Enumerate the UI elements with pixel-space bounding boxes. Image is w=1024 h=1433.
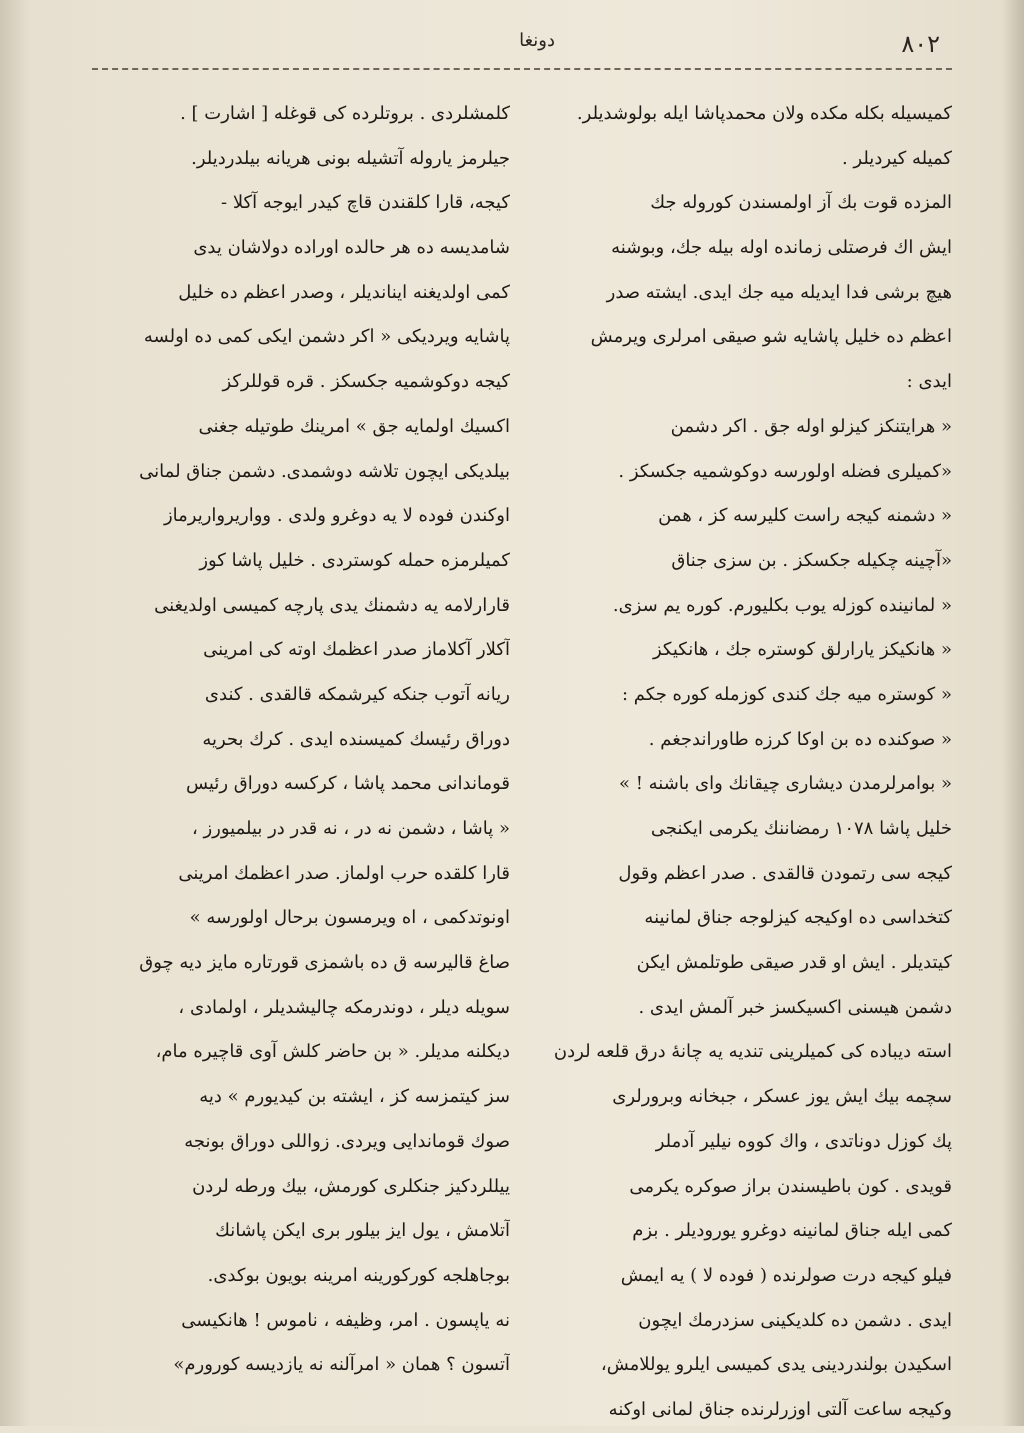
text-line: هیچ برشی فدا ایدیله میه جك ایدی. ایشته صدر [606, 281, 952, 303]
text-line: « بوامرلرمدن دیشاری چیقانك وای باشنه ! » [618, 773, 952, 795]
text-line: « هرایتنکز کیزلو اوله جق . اکر دشمن [670, 415, 952, 437]
text-line: کتخداسی ده اوکیجه کیزلوجه جناق لمانینه [644, 907, 952, 929]
text-line: کمی اولدیغنه ایناندیلر ، وصدر اعظم ده خلیل [178, 281, 510, 303]
header-rule [92, 68, 952, 70]
text-line: کمیله کیردیلر . [841, 147, 952, 169]
text-line: قویدی . کون باطیسندن براز صوکره یکرمی [629, 1175, 952, 1197]
text-line: « کوستره میه جك کندی کوزمله کوره جکم : [621, 683, 952, 705]
text-line: اوکندن فوده لا یه دوغرو ولدی . وواریرواریرماز [163, 505, 510, 527]
text-line: پك کوزل دوناتدی ، واك کووه نیلیر آدملر [655, 1130, 952, 1152]
text-line: پاشایه ویردیکی « اکر دشمن ایکی کمی ده اولسه [143, 326, 510, 348]
text-line: کیجه، قارا کلقندن قاچ کیدر ایوجه آکلا - [221, 192, 510, 214]
text-line: خلیل پاشا ۱۰۷۸ رمضاننك یکرمی ایکنجی [650, 818, 952, 839]
text-line: «آچینه چکیله جکسکز . بن سزی جناق [671, 549, 952, 571]
text-line: کیجه سی رتمودن قالقدی . صدر اعظم وقول [618, 862, 952, 884]
text-line: ایش اك فرصتلی زمانده اوله بیله جك، وبوشنه [611, 237, 952, 259]
text-line: « دشمنه کیجه راست کلیرسه کز ، همن [658, 505, 952, 527]
text-line: اکسیك اولمایه جق » امرینك طوتیله جغنی [198, 415, 510, 437]
text-line: قارا کلقده حرب اولماز. صدر اعظمك امرینی [178, 862, 510, 884]
page-number: ٨٠٢ [901, 30, 940, 58]
page-edge-shadow [1002, 0, 1024, 1426]
text-line: « لمانینده کوزله یوب بکلیورم. کوره یم سزی. [612, 594, 952, 616]
text-line: آتلامش ، یول ایز بیلور بری ایکن پاشانك [215, 1220, 510, 1242]
text-line: کیجه دوکوشمیه جکسکز . قره قوللرکز [222, 371, 510, 393]
text-line: بوجاهلجه کورکورینه امرینه بویون بوکدی. [207, 1264, 510, 1286]
text-line: وکیجه ساعت آلتی اوزرلرنده جناق لمانی اوکنه [608, 1398, 952, 1420]
text-line: کلمشلردی . بروتلرده کی قوغله [ اشارت ] . [180, 103, 510, 124]
page-gutter-shadow [0, 0, 30, 1426]
running-title: دونغا [519, 30, 555, 51]
text-line: استه دیباده کی کمیلرینی تندیه یه چانهٔ درق قلعه لردن [553, 1041, 952, 1063]
text-line: آکلار آکلاماز صدر اعظمك اوته کی امرینی [203, 639, 510, 661]
text-line: دیکلنه مدیلر. « بن حاضر کلش آوی قاچیره مام، [155, 1041, 510, 1063]
text-line: جیلرمز یاروله آتشیله بونی هریانه بیلدردیلر. [191, 147, 510, 169]
text-line: «کمیلری فضله اولورسه دوکوشمیه جکسکز . [618, 460, 952, 482]
text-line: دوراق رئیسك کمیسنده ایدی . کرك بحریه [202, 728, 510, 750]
text-line: ایدی : [906, 371, 952, 393]
text-line: « پاشا ، دشمن نه در ، نه قدر در بیلمیورز ، [191, 818, 510, 839]
text-line: سچمه بیك ایش یوز عسکر ، جبخانه وبرورلری [612, 1086, 952, 1108]
text-line: کمی ایله جناق لمانینه دوغرو یورودیلر . بزم [632, 1220, 952, 1242]
text-line: قارارلامه یه دشمنك یدی پارچه کمیسی اولدیغنی [154, 594, 510, 616]
text-line: نه یاپسون . امر، وظیفه ، ناموس ! هانکیسی [181, 1309, 510, 1331]
text-line: صاغ قالیرسه ق ده باشمزی قورتاره مایز دیه چوق [139, 952, 510, 974]
text-line: اسکیدن بولندردینی یدی کمیسی ایلرو یوللامش، [600, 1354, 952, 1376]
text-line: « صوکنده ده بن اوکا کرزه طاوراندجغم . [648, 728, 952, 750]
right-text-column [530, 92, 952, 1433]
text-line: آتسون ؟ همان « امرآلنه نه یازدیسه کورورم» [173, 1354, 510, 1376]
text-line: قوماندانی محمد پاشا ، کرکسه دوراق رئیس [185, 773, 510, 795]
text-line: شامدیسه ده هر حالده اوراده دولاشان یدی [193, 237, 510, 259]
text-line: کمیسیله بکله مکده ولان محمدپاشا ایله بولوشدیلر. [576, 103, 952, 124]
text-line: اعظم ده خلیل پاشایه شو صیقی امرلری ویرمش [590, 326, 952, 348]
text-line: ریانه آتوب جنکه کیرشمکه قالقدی . کندی [204, 683, 510, 705]
text-line: المزده قوت بك آز اولمسندن کوروله جك [650, 192, 952, 214]
text-line: کمیلرمزه حمله کوستردی . خلیل پاشا کوز [199, 549, 510, 571]
running-head [80, 30, 950, 70]
text-line: سویله دیلر ، دوندرمکه چالیشدیلر ، اولمادی ، [178, 996, 510, 1018]
text-line: ایدی . دشمن ده کلدیکینی سزدرمك ایچون [638, 1309, 952, 1331]
text-line: « هانکیکز یارارلق کوستره جك ، هانکیکز [652, 639, 952, 661]
text-line: صوك قوماندایی ویردی. زواللی دوراق بونجه [184, 1130, 510, 1152]
text-line: کیتدیلر . ایش او قدر صیقی طوتلمش ایکن [636, 952, 952, 974]
left-text-column [88, 92, 510, 1388]
text-line: ییللردکیز جنکلری کورمش، بیك ورطه لردن [192, 1175, 510, 1197]
text-line: دشمن هیسنی اکسیکسز خبر آلمش ایدی . [638, 996, 952, 1018]
text-line: بیلدیکی ایچون تلاشه دوشمدی. دشمن جناق لمانی [139, 460, 510, 482]
text-line: اونوتدکمی ، اه ویرمسون برحال اولورسه » [189, 907, 510, 929]
text-line: سز کیتمزسه کز ، ایشته بن کیدیورم » دیه [199, 1086, 510, 1108]
text-line: فیلو کیجه درت صولرنده ( فوده لا ) یه ایمش [620, 1264, 952, 1286]
